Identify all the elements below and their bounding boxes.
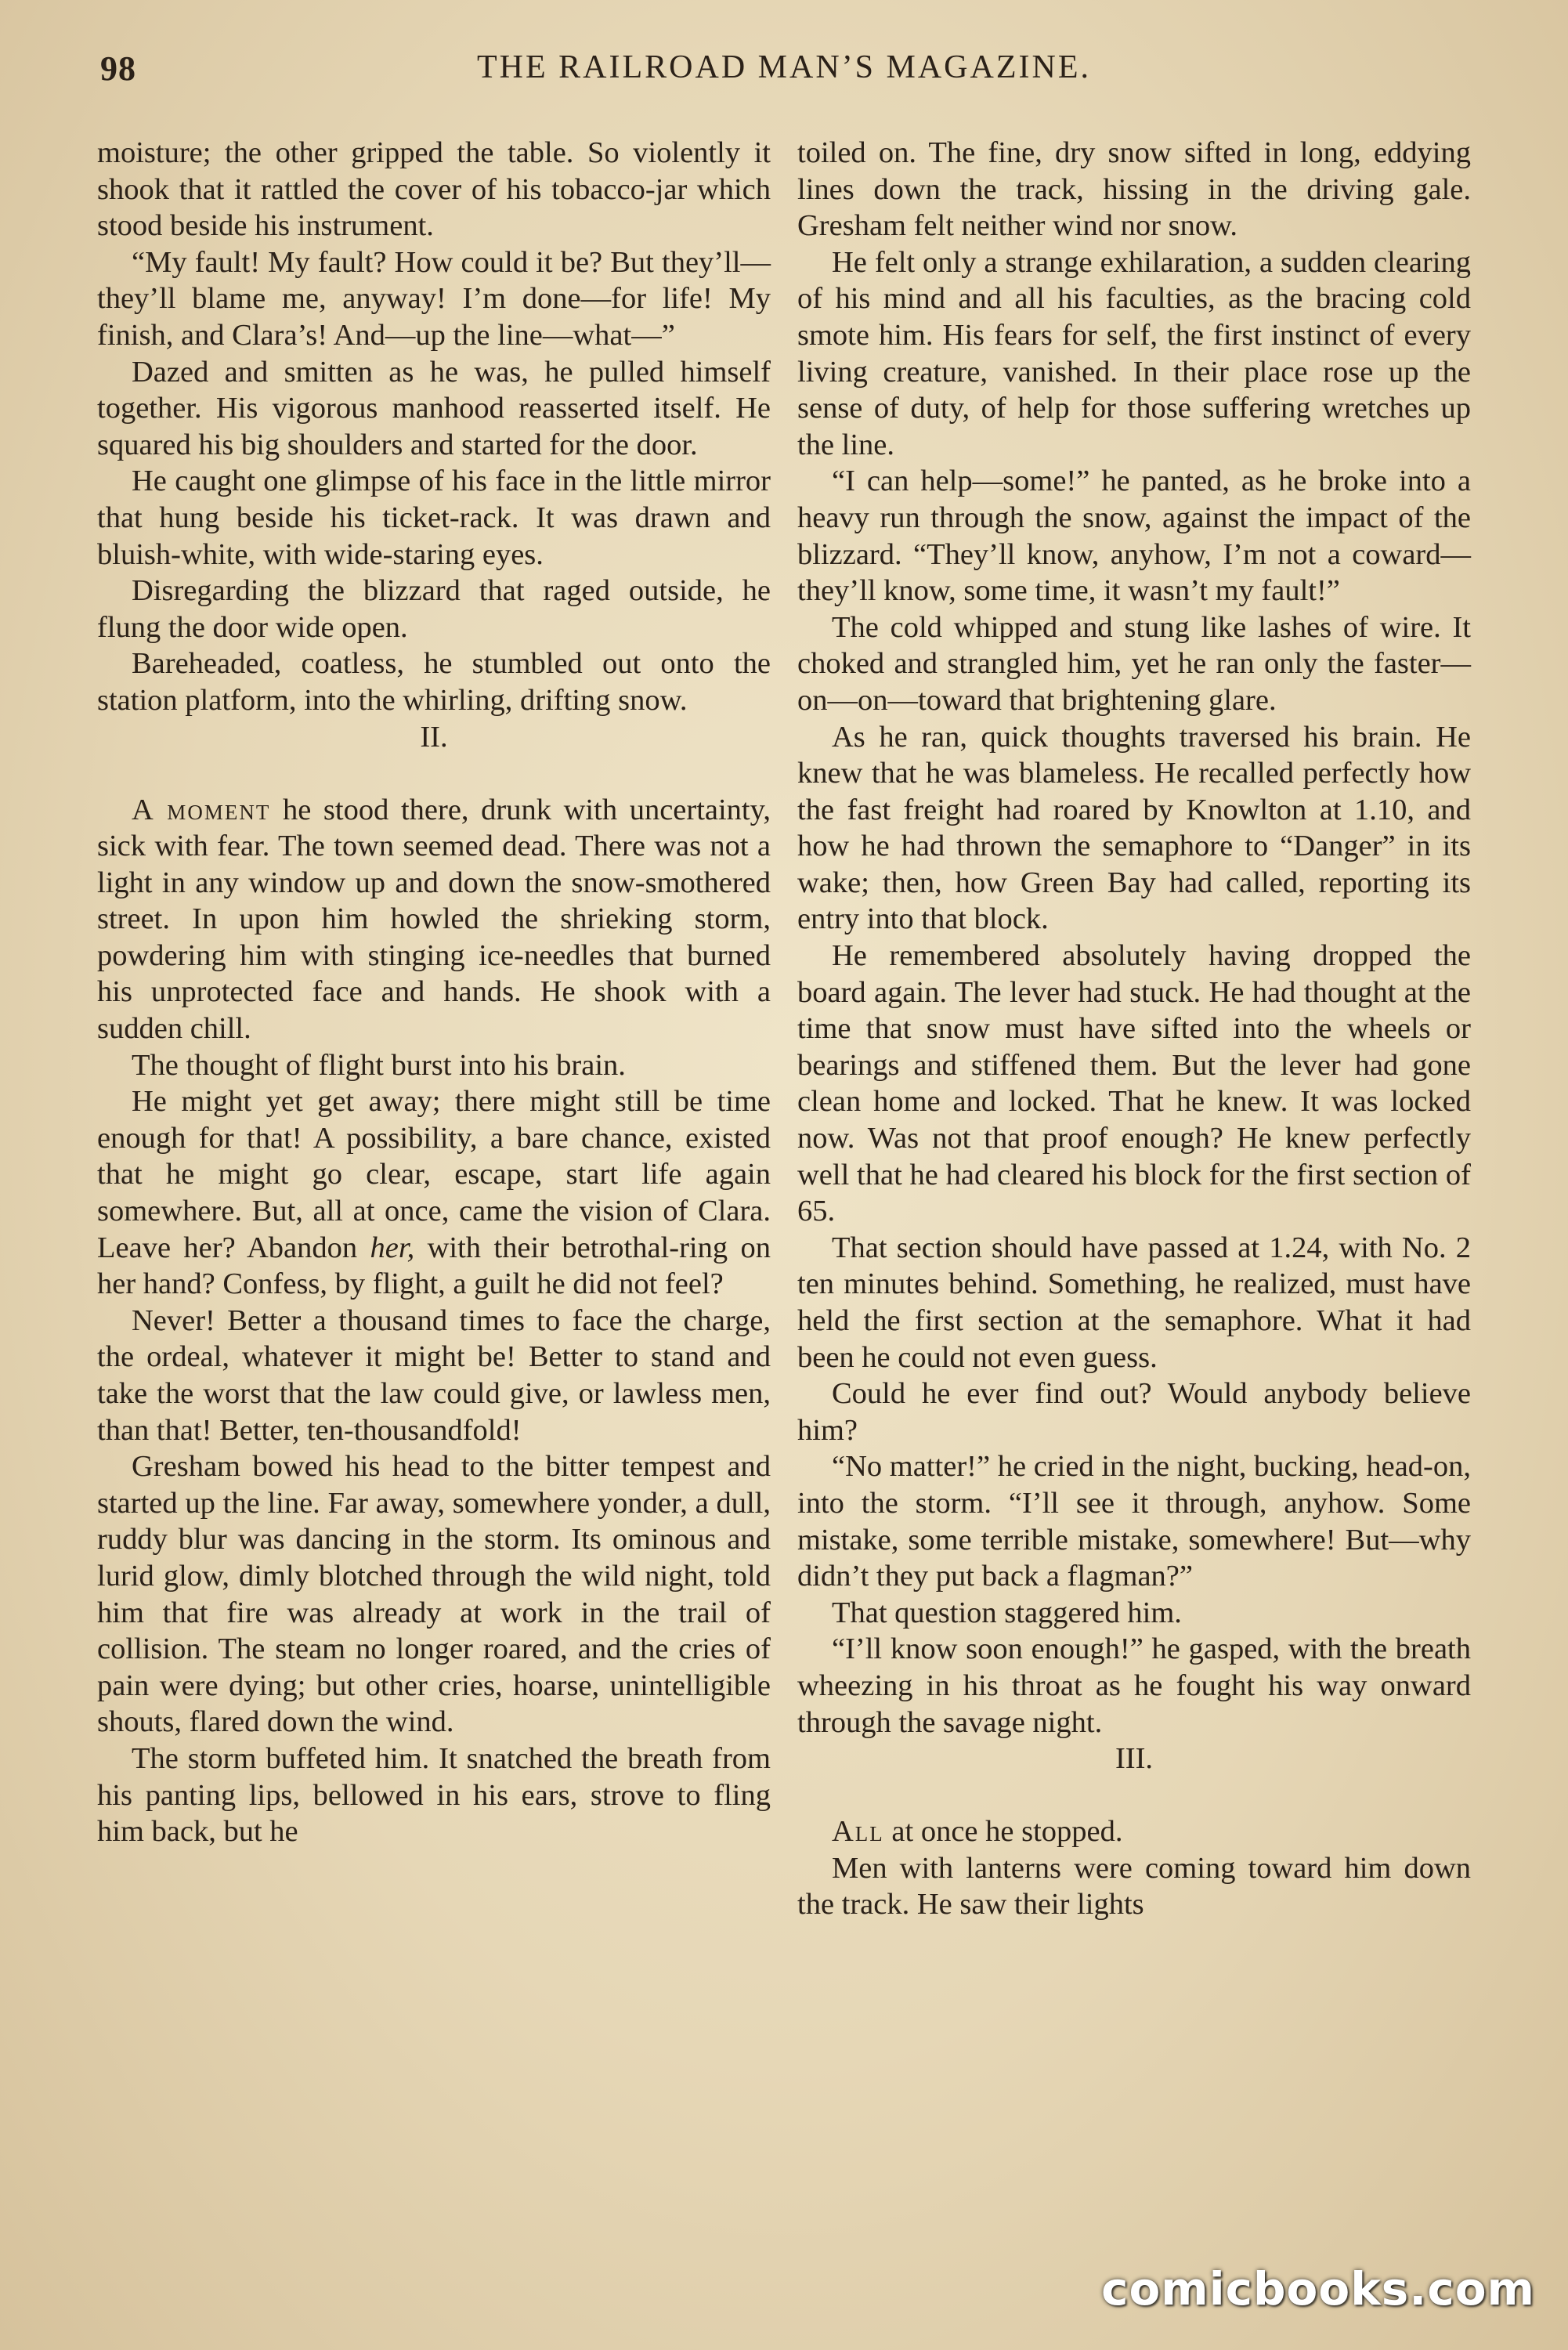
paragraph: He felt only a strange exhilaration, a sudden clearing of his mind and all his faculties, as the bracing cold smote him. His fears for self, the first instinct of every living creature, vanished. In their place rose up the sense of duty, of help for those suffering wretches up the line.: [797, 245, 1471, 461]
paragraph: Gresham bowed his head to the bitter tempest and started up the line. Far away, somewhere yonder, a dull, ruddy blur was dancing in the storm. Its ominous and lurid glow, dimly blotched through the wild night, told him that fire was already at work in the trail of collision. The steam no longer roared, and the cries of pain were dying; but other cries, hoarse, unintelligible shouts, flared down the wind.: [97, 1450, 771, 1739]
running-title: THE RAILROAD MAN’S MAGAZINE.: [477, 49, 1091, 85]
paragraph: Disregarding the blizzard that raged outside, he flung the door wide open.: [97, 574, 771, 644]
paragraph: Never! Better a thousand times to face the charge, the ordeal, whatever it might be! Better to stand and take the worst that the law could give, or lawless men, than that! Better, ten-thousandfold!: [97, 1303, 771, 1447]
emphasis: her,: [370, 1231, 415, 1264]
paragraph: Bareheaded, coatless, he stumbled out onto the station platform, into the whirling, drifting snow.: [97, 647, 771, 717]
paragraph: Men with lanterns were coming toward him down the track. He saw their lights: [797, 1851, 1471, 1922]
paragraph: The storm buffeted him. It snatched the breath from his panting lips, bellowed in his ears, strove to fling him back, but he: [97, 1741, 771, 1849]
paragraph: “My fault! My fault? How could it be? But they’ll—they’ll blame me, anyway! I’m done—for life! My finish, and Clara’s! And—up the line—what—”: [97, 245, 771, 352]
section-heading: III.: [1115, 1742, 1154, 1776]
paragraph: [97, 792, 771, 1047]
paragraph: Could he ever find out? Would anybody believe him?: [797, 1377, 1471, 1447]
paragraph-text: at once he stopped.: [883, 1815, 1123, 1849]
page-number: 98: [100, 49, 136, 88]
paragraph: The cold whipped and stung like lashes of wire. It choked and strangled him, yet he ran only the faster—on—on—toward that brightening glare.: [797, 610, 1471, 717]
section-heading: II.: [420, 720, 448, 754]
paragraph: That section should have passed at 1.24, with No. 2 ten minutes behind. Something, he realized, must have held the first section at the semaphore. What it had been he could not even guess.: [797, 1231, 1471, 1374]
paragraph: Dazed and smitten as he was, he pulled himself together. His vigorous manhood reasserted itself. He squared his big shoulders and started for the door.: [97, 355, 771, 461]
small-caps-lead: A moment: [132, 793, 271, 826]
paragraph: He remembered absolutely having dropped the board again. The lever had stuck. He had thought at the time that snow must have sifted into the wheels or bearings and stiffened them. But the lever had gone clean home and locked. That he knew. It was locked now. Was not that proof enough? He knew perfectly well that he had cleared his block for the first section of 65.: [797, 939, 1471, 1228]
right-column: [797, 135, 1471, 1923]
paragraph: moisture; the other gripped the table. So violently it shook that it rattled the cover of his tobacco-jar which stood beside his instrument.: [97, 136, 771, 243]
left-column: [97, 135, 771, 1850]
paragraph-text: he stood there, drunk with uncertainty, sick with fear. The town seemed dead. There was not a light in any window up and down the snow-smothered street. In upon him howled the shrieking storm, powdering him with stinging ice-needles that burned his unprotected face and hands. He shook with a sudden chill.: [97, 793, 771, 1046]
site-watermark: comicbooks.com: [1101, 2262, 1535, 2316]
paragraph: That question staggered him.: [832, 1596, 1182, 1629]
paragraph: [797, 1813, 1471, 1850]
paragraph-text: He might yet get away; there might still be time enough for that! A possibility, a bare chance, existed that he might go clear, escape, start life again somewhere. But, all at once, came the vision of Clara. Leave her? Abandon: [97, 1085, 771, 1264]
paragraph: “No matter!” he cried in the night, bucking, head-on, into the storm. “I’ll see it through, anyhow. Some mistake, some terrible mistake, somewhere! But—why didn’t they put back a flagman?”: [797, 1450, 1471, 1593]
paragraph: As he ran, quick thoughts traversed his brain. He knew that he was blameless. He recalled perfectly how the fast freight had roared by Knowlton at 1.10, and how he had thrown the semaphore to “Danger” in its wake; then, how Green Bay had called, reporting its entry into that block.: [797, 720, 1471, 936]
paragraph: He caught one glimpse of his face in the little mirror that hung beside his ticket-rack. It was drawn and bluish-white, with wide-staring eyes.: [97, 465, 771, 571]
page-header: [0, 49, 1568, 103]
paragraph: “I can help—some!” he panted, as he broke into a heavy run through the snow, against the impact of the blizzard. “They’ll know, anyhow, I’m not a coward—they’ll know, some time, it wasn’t my fault!”: [797, 465, 1471, 608]
paragraph: The thought of flight burst into his brain.: [132, 1048, 626, 1082]
paragraph: “I’ll know soon enough!” he gasped, with the breath wheezing in his throat as he fought his way onward through the savage night.: [797, 1632, 1471, 1739]
paragraph: [97, 1083, 771, 1303]
paragraph: toiled on. The fine, dry snow sifted in long, eddying lines down the track, hissing in the driving gale. Gresham felt neither wind nor snow.: [797, 136, 1471, 243]
small-caps-lead: All: [832, 1815, 884, 1849]
paragraph-text: with their betrothal-ring on her hand? Confess, by flight, a guilt he did not feel?: [97, 1231, 771, 1301]
